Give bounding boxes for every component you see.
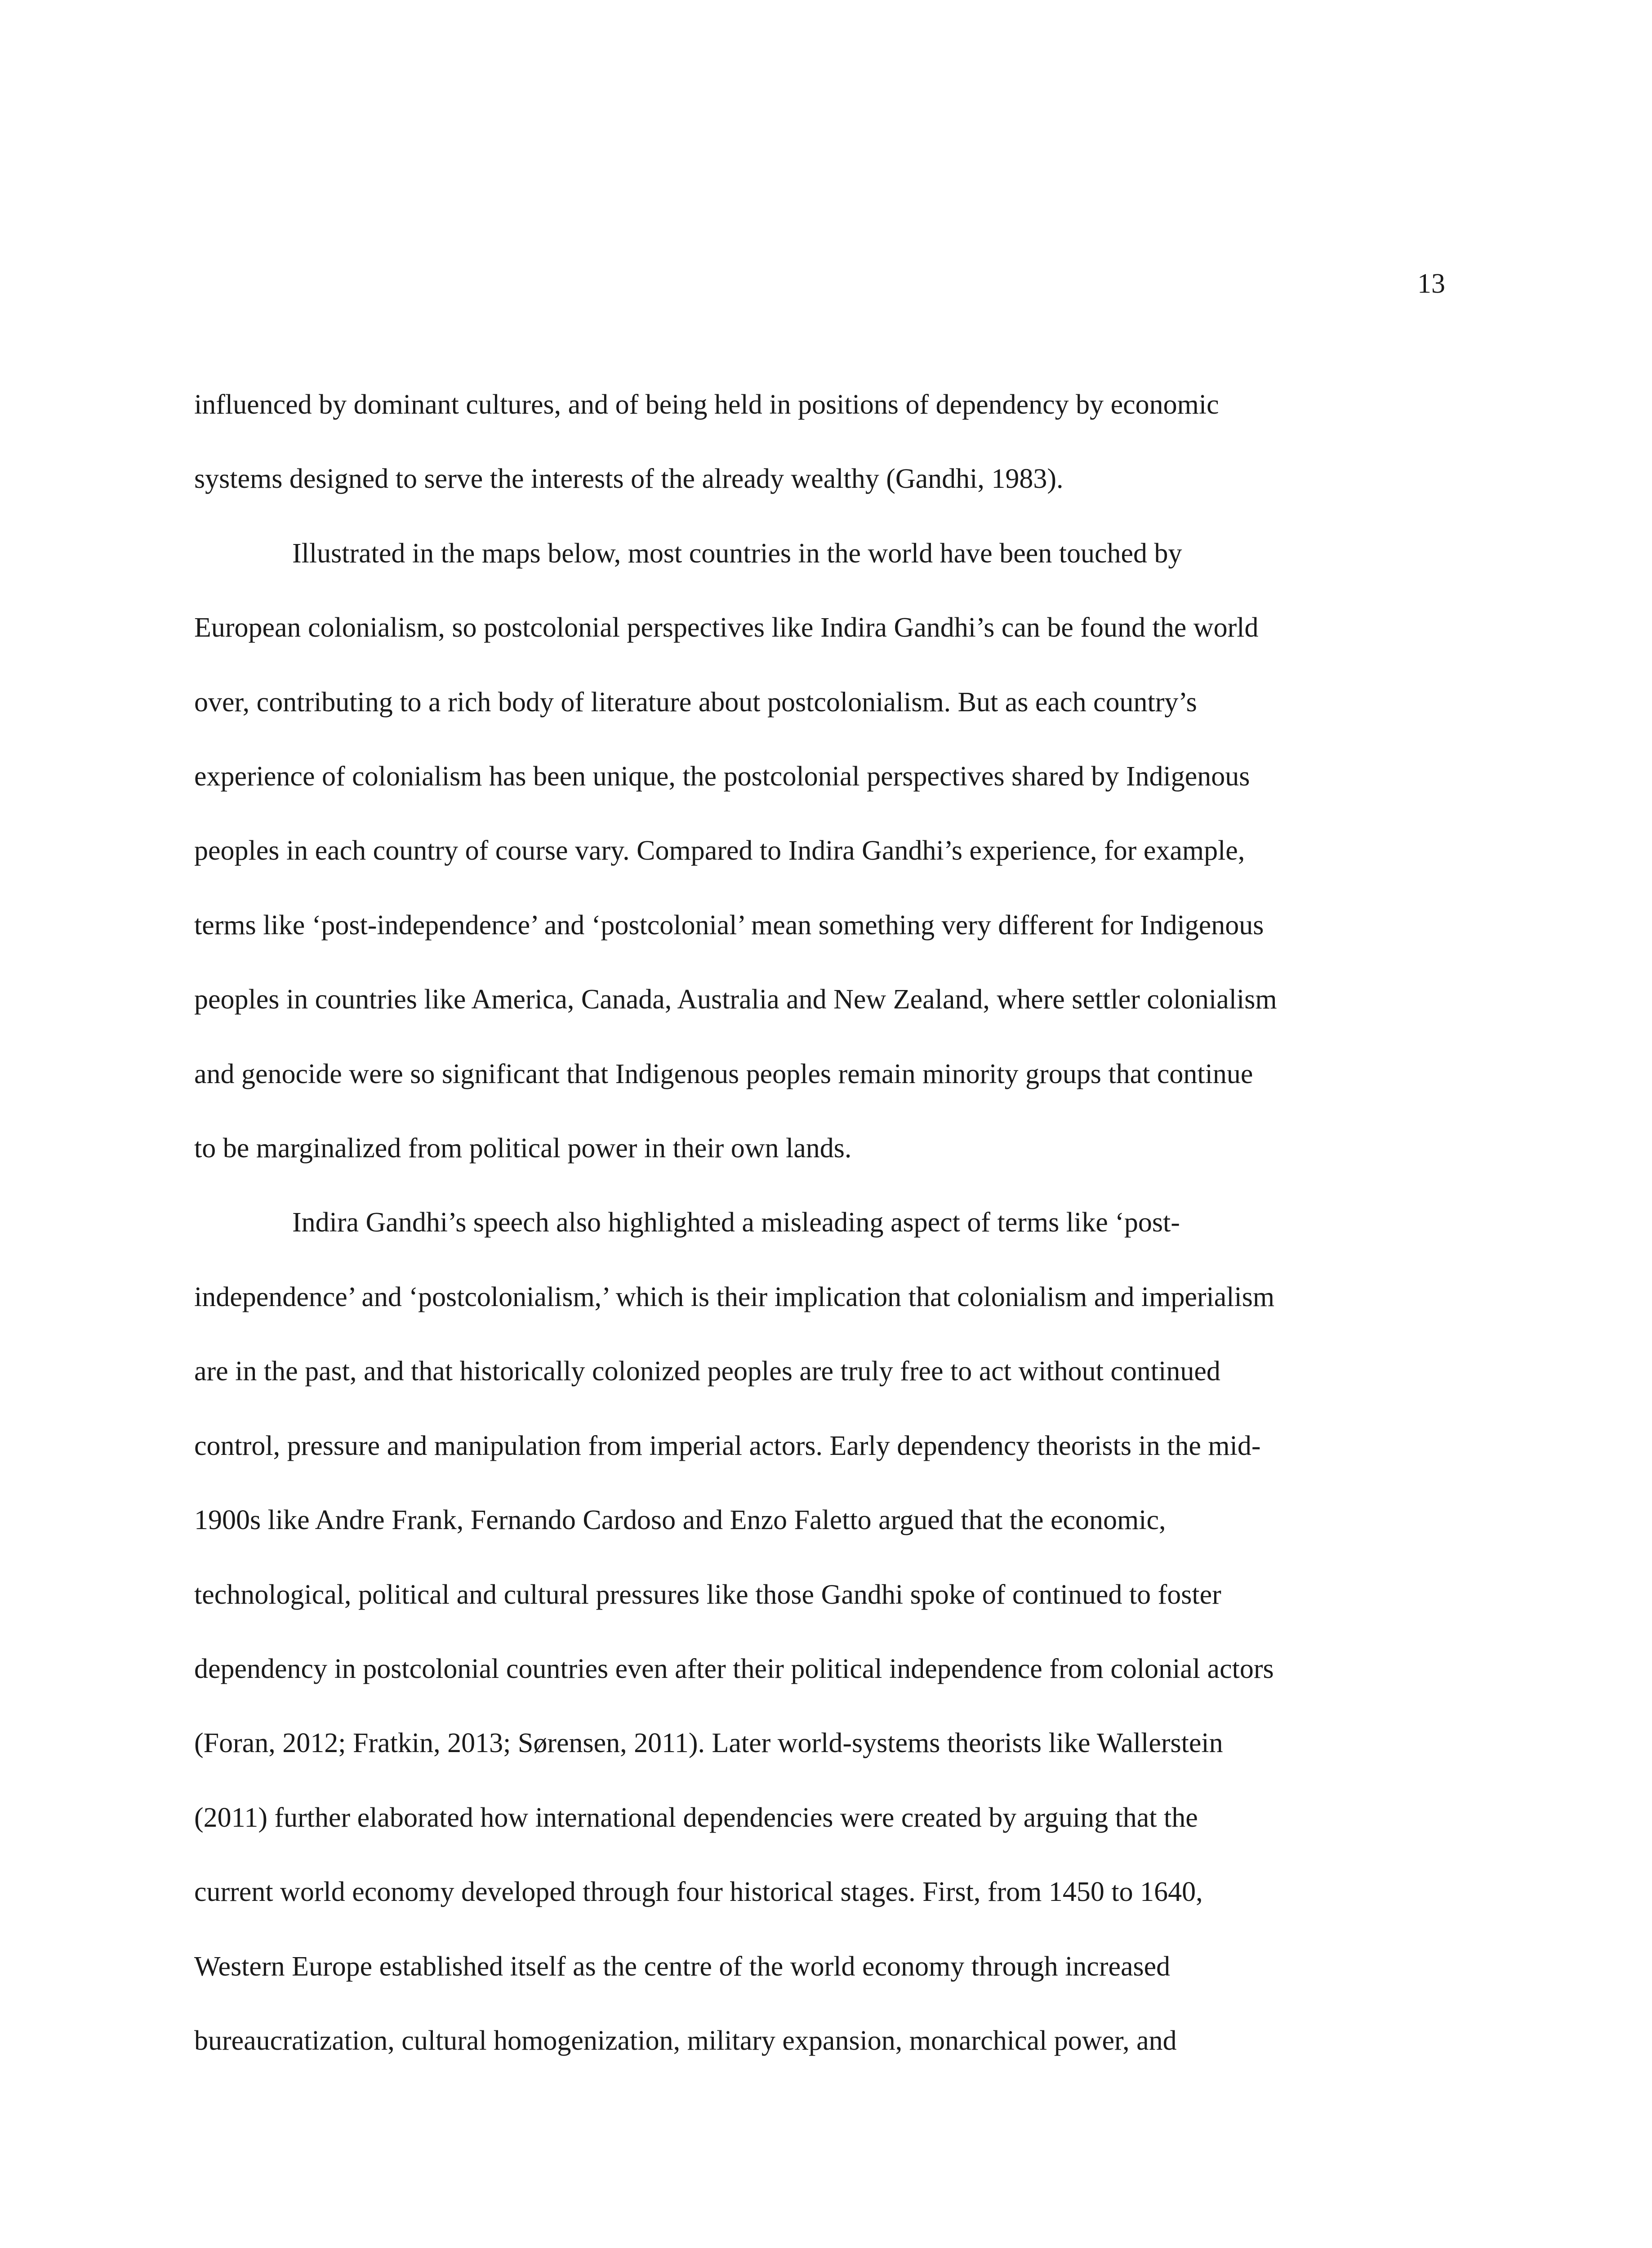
text-line: (Foran, 2012; Fratkin, 2013; Sørensen, 2011). Later world-systems theorists like Wallerstein — [194, 1728, 1223, 1759]
text-line: over, contributing to a rich body of literature about postcolonialism. But as each country’s — [194, 687, 1197, 718]
text-line: (2011) further elaborated how international dependencies were created by arguing that the — [194, 1802, 1198, 1833]
text-line: and genocide were so significant that Indigenous peoples remain minority groups that continue — [194, 1058, 1253, 1089]
paragraph — [194, 517, 1457, 1186]
text-line: current world economy developed through four historical stages. First, from 1450 to 1640, — [194, 1877, 1203, 1908]
text-line: independence’ and ‘postcolonialism,’ which is their implication that colonialism and imperialism — [194, 1281, 1275, 1312]
paragraph — [194, 368, 1457, 517]
text-line: Indira Gandhi’s speech also highlighted a misleading aspect of terms like ‘post- — [292, 1207, 1180, 1238]
text-line: peoples in countries like America, Canada, Australia and New Zealand, where settler colonialism — [194, 984, 1277, 1015]
text-line: to be marginalized from political power in their own lands. — [194, 1133, 852, 1164]
text-line: control, pressure and manipulation from imperial actors. Early dependency theorists in the mid- — [194, 1430, 1261, 1461]
paragraph — [194, 1186, 1457, 2078]
text-line: Illustrated in the maps below, most countries in the world have been touched by — [292, 538, 1182, 569]
text-line: European colonialism, so postcolonial perspectives like Indira Gandhi’s can be found the world — [194, 612, 1259, 643]
text-line: influenced by dominant cultures, and of being held in positions of dependency by economic — [194, 389, 1219, 420]
body-text — [194, 368, 1457, 2078]
text-line: peoples in each country of course vary. Compared to Indira Gandhi’s experience, for example, — [194, 835, 1245, 866]
text-line: terms like ‘post-independence’ and ‘postcolonial’ mean something very different for Indigenous — [194, 910, 1264, 941]
text-line: dependency in postcolonial countries even after their political independence from colonial actors — [194, 1653, 1274, 1684]
text-line: Western Europe established itself as the centre of the world economy through increased — [194, 1951, 1171, 1982]
text-line: systems designed to serve the interests of the already wealthy (Gandhi, 1983). — [194, 464, 1064, 495]
text-line: experience of colonialism has been unique, the postcolonial perspectives shared by Indigenous — [194, 761, 1250, 792]
text-line: technological, political and cultural pressures like those Gandhi spoke of continued to foster — [194, 1579, 1221, 1610]
text-line: bureaucratization, cultural homogenization, military expansion, monarchical power, and — [194, 2025, 1177, 2056]
text-line: 1900s like Andre Frank, Fernando Cardoso and Enzo Faletto argued that the economic, — [194, 1505, 1166, 1536]
text-line: are in the past, and that historically colonized peoples are truly free to act without continued — [194, 1356, 1220, 1387]
page-number: 13 — [1417, 268, 1445, 299]
